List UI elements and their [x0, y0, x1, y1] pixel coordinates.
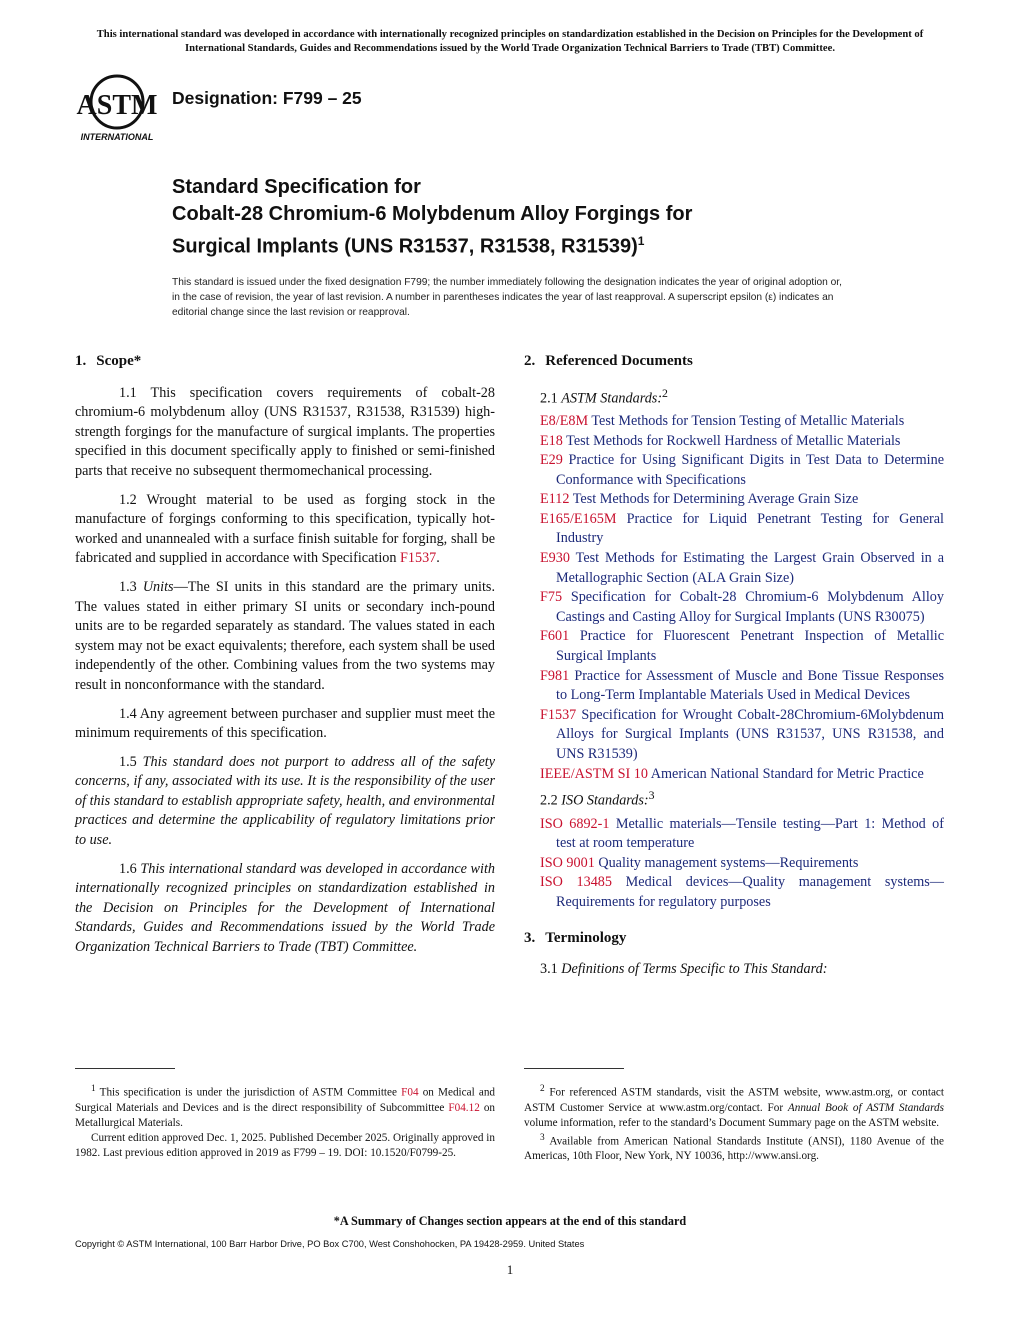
reference-item[interactable] [540, 667, 944, 706]
f04-link[interactable]: F04 [401, 1086, 419, 1099]
reference-title[interactable]: Practice for Assessment of Muscle and Bone Tissue Responses to Long-Term Implantable Materials Used in Medical Devices [556, 667, 944, 704]
footnote-1-edition: Current edition approved Dec. 1, 2025. Published December 2025. Originally approved in 1982. Last previous edition approved in 2019 as F799 – 19. DOI: 10.1520/F0799-25. [75, 1131, 495, 1159]
reference-item[interactable] [540, 549, 944, 588]
terminology-heading: 3. Terminology [524, 929, 627, 946]
reference-code[interactable]: ISO 6892-1 [540, 815, 610, 832]
scope-1-5: 1.5 This standard does not purport to address all of the safety concerns, if any, associated with its use. It is the responsibility of the user of this standard to establish appropriate safety, health, and environmental practices and determine the applicability of regulatory limitations prior to use. [75, 753, 495, 849]
reference-code[interactable]: IEEE/ASTM SI 10 [540, 765, 648, 782]
reference-code[interactable]: F601 [540, 628, 570, 645]
footnote-2-3 [524, 1082, 944, 1164]
summary-note: *A Summary of Changes section appears at the end of this standard [333, 1214, 687, 1228]
reference-title[interactable]: Specification for Wrought Cobalt-28Chromium-6Molybdenum Alloys for Surgical Implants (UNS R31537, UNS R31538, and UNS R31539) [556, 706, 944, 763]
footnote-rule-left [75, 1068, 175, 1069]
reference-item[interactable] [540, 854, 944, 874]
reference-title[interactable]: Test Methods for Tension Testing of Metallic Materials [591, 412, 905, 429]
reference-code[interactable]: E18 [540, 432, 563, 449]
astm-logo [72, 74, 162, 144]
reference-title[interactable]: Specification for Cobalt-28 Chromium-6 Molybdenum Alloy Castings and Casting Alloy for Surgical Implants (UNS R30075) [556, 589, 944, 625]
iso-reference-list [524, 815, 944, 913]
logo-subtext: INTERNATIONAL [80, 132, 154, 142]
reference-code[interactable]: E165/E165M [540, 510, 617, 527]
scope-1-3: 1.3 Units—The SI units in this standard are the primary units. The values stated in either primary SI units or secondary inch-pound units are to be regarded separately as standard. The values stated in each system may not be exact equivalents; therefore, each system shall be used independently of the other. Combining values from the two systems may result in nonconformance with the standard. [75, 578, 496, 693]
left-column [75, 352, 495, 967]
reference-code[interactable]: F1537 [540, 706, 577, 723]
reference-title[interactable]: Practice for Fluorescent Penetrant Inspection of Metallic Surgical Implants [556, 628, 944, 665]
footnote-rule-right [524, 1068, 624, 1069]
astm-reference-list [524, 412, 944, 784]
refdocs-heading: 2. Referenced Documents [524, 353, 693, 369]
reference-title[interactable]: Metallic materials—Tensile testing—Part 1: Method of test at room temperature [556, 815, 944, 852]
reference-title[interactable]: Medical devices—Quality management systems—Requirements for regulatory purposes [556, 874, 944, 910]
terminology-3-1: 3.1 Definitions of Terms Specific to This Standard: [540, 961, 828, 978]
reference-code[interactable]: E29 [540, 452, 563, 469]
copyright: Copyright © ASTM International, 100 Barr Harbor Drive, PO Box C700, West Conshohocken, PA 19428-2959. United States [75, 1239, 585, 1249]
footnote-2: $^2$ For referenced ASTM standards, visit the ASTM website, www.astm.org, or contact ASTM Customer Service at www.astm.org/contact. For Annual Book of ASTM Standards volume information, refer to the standard’s Document Summary page on the ASTM website. [524, 1084, 944, 1129]
scope-heading: 1. Scope* [75, 353, 142, 369]
title-line-3: Surgical Implants (UNS R31537, R31538, R31539)$^1$ [172, 234, 645, 258]
reference-title[interactable]: Test Methods for Determining Average Grain Size [572, 491, 859, 508]
reference-code[interactable]: ISO 9001 [540, 854, 595, 871]
scope-1-6: 1.6 This international standard was developed in accordance with internationally recognized principles on standardization established in the Decision on Principles for the Development of International Standards, Guides and Recommendations issued by the World Trade Organization Technical Barriers to Trade (TBT) Committee. [75, 860, 495, 956]
scope-1-1: 1.1 This specification covers requirements of cobalt-28 chromium-6 molybdenum alloy (UNS R31537, R31538, R31539) high-strength forgings for the manufacture of surgical implants. The properties specified in this document specifically apply to finished or semi-finished parts that receive no subsequent thermomechanical processing. [75, 384, 495, 479]
reference-item[interactable] [540, 815, 944, 854]
reference-item[interactable] [540, 873, 944, 912]
top-note: This international standard was developed in accordance with internationally recognized principles on standardization established in the Decision on Principles for the Development of International Standards, Guides and Recommendations issued by the World Trade Organization Technical Barriers to Trade (TBT) Committee. [96, 29, 924, 54]
reference-title[interactable]: Practice for Using Significant Digits in Test Data to Determine Conformance with Specifications [556, 452, 944, 488]
reference-code[interactable]: E112 [540, 491, 570, 508]
reference-item[interactable] [540, 510, 944, 549]
title-line-2: Cobalt-28 Chromium-6 Molybdenum Alloy Forgings for [172, 203, 693, 225]
title-line-1: Standard Specification for [172, 176, 421, 198]
iso-standards-label: 2.2 ISO Standards:$^3$ [540, 788, 655, 809]
reference-code[interactable]: E930 [540, 550, 570, 567]
reference-title[interactable]: Quality management systems—Requirements [598, 854, 859, 871]
reference-item[interactable] [540, 765, 944, 785]
reference-item[interactable] [540, 706, 944, 765]
document-title [172, 174, 892, 261]
reference-item[interactable] [540, 412, 944, 432]
scope-1-4: 1.4 Any agreement between purchaser and supplier must meet the minimum requirements of this specification. [75, 705, 495, 742]
reference-code[interactable]: F981 [540, 667, 570, 684]
issued-note: This standard is issued under the fixed designation F799; the number immediately following the designation indicates the year of original adoption or, in the case of revision, the year of last revision. A number in parentheses indicates the year of last reapproval. A superscript epsilon (ε) indicates an editorial change since the last revision or reapproval. [172, 277, 842, 318]
reference-title[interactable]: Practice for Liquid Penetrant Testing for General Industry [556, 510, 945, 547]
reference-title[interactable]: American National Standard for Metric Practice [650, 765, 924, 782]
f1537-link[interactable]: F1537 [400, 550, 437, 567]
astm-logo-graphic [72, 74, 162, 144]
reference-title[interactable]: Test Methods for Rockwell Hardness of Metallic Materials [566, 432, 901, 449]
reference-title[interactable]: Test Methods for Estimating the Largest Grain Observed in a Metallographic Section (ALA Grain Size) [556, 550, 944, 586]
reference-item[interactable] [540, 432, 944, 452]
right-column [524, 352, 944, 983]
astm-standards-label: 2.1 ASTM Standards:$^2$ [540, 385, 668, 407]
reference-item[interactable] [540, 627, 944, 666]
logo-text: ASTM [76, 90, 158, 121]
reference-item[interactable] [540, 588, 944, 627]
reference-code[interactable]: ISO 13485 [540, 874, 612, 891]
footnote-3: $^3$ Available from American National Standards Institute (ANSI), 1180 Avenue of the Americas, 10th Floor, New York, NY 10036, http://www.ansi.org. [524, 1132, 944, 1163]
footnote-mark: 1 [637, 234, 645, 248]
reference-item[interactable] [540, 451, 944, 490]
f04-12-link[interactable]: F04.12 [448, 1101, 480, 1114]
reference-code[interactable]: F75 [540, 589, 563, 606]
designation: Designation: F799 – 25 [172, 88, 362, 108]
scope-1-2: 1.2 Wrought material to be used as forging stock in the manufacture of forgings conforming to this specification, typically hot-worked and unannealed with a surface finish suitable for forging, shall be fabricated and supplied in accordance with Specification F1537. [75, 491, 495, 567]
page-number: 1 [506, 1262, 514, 1277]
reference-code[interactable]: E8/E8M [540, 412, 589, 429]
footnote-1: $^1$ This specification is under the jurisdiction of ASTM Committee F04 on Medical and Surgical Materials and Devices and is the direct responsibility of Subcommittee F04.12 on Metallurgical Materials. Current edition approved Dec. 1, 2025. Published December 2025. Originally approved in 1982. Last previous edition approved in 2019 as F799 – 19. DOI: 10.1520/F0799-25. [75, 1084, 496, 1159]
reference-item[interactable] [540, 490, 944, 510]
